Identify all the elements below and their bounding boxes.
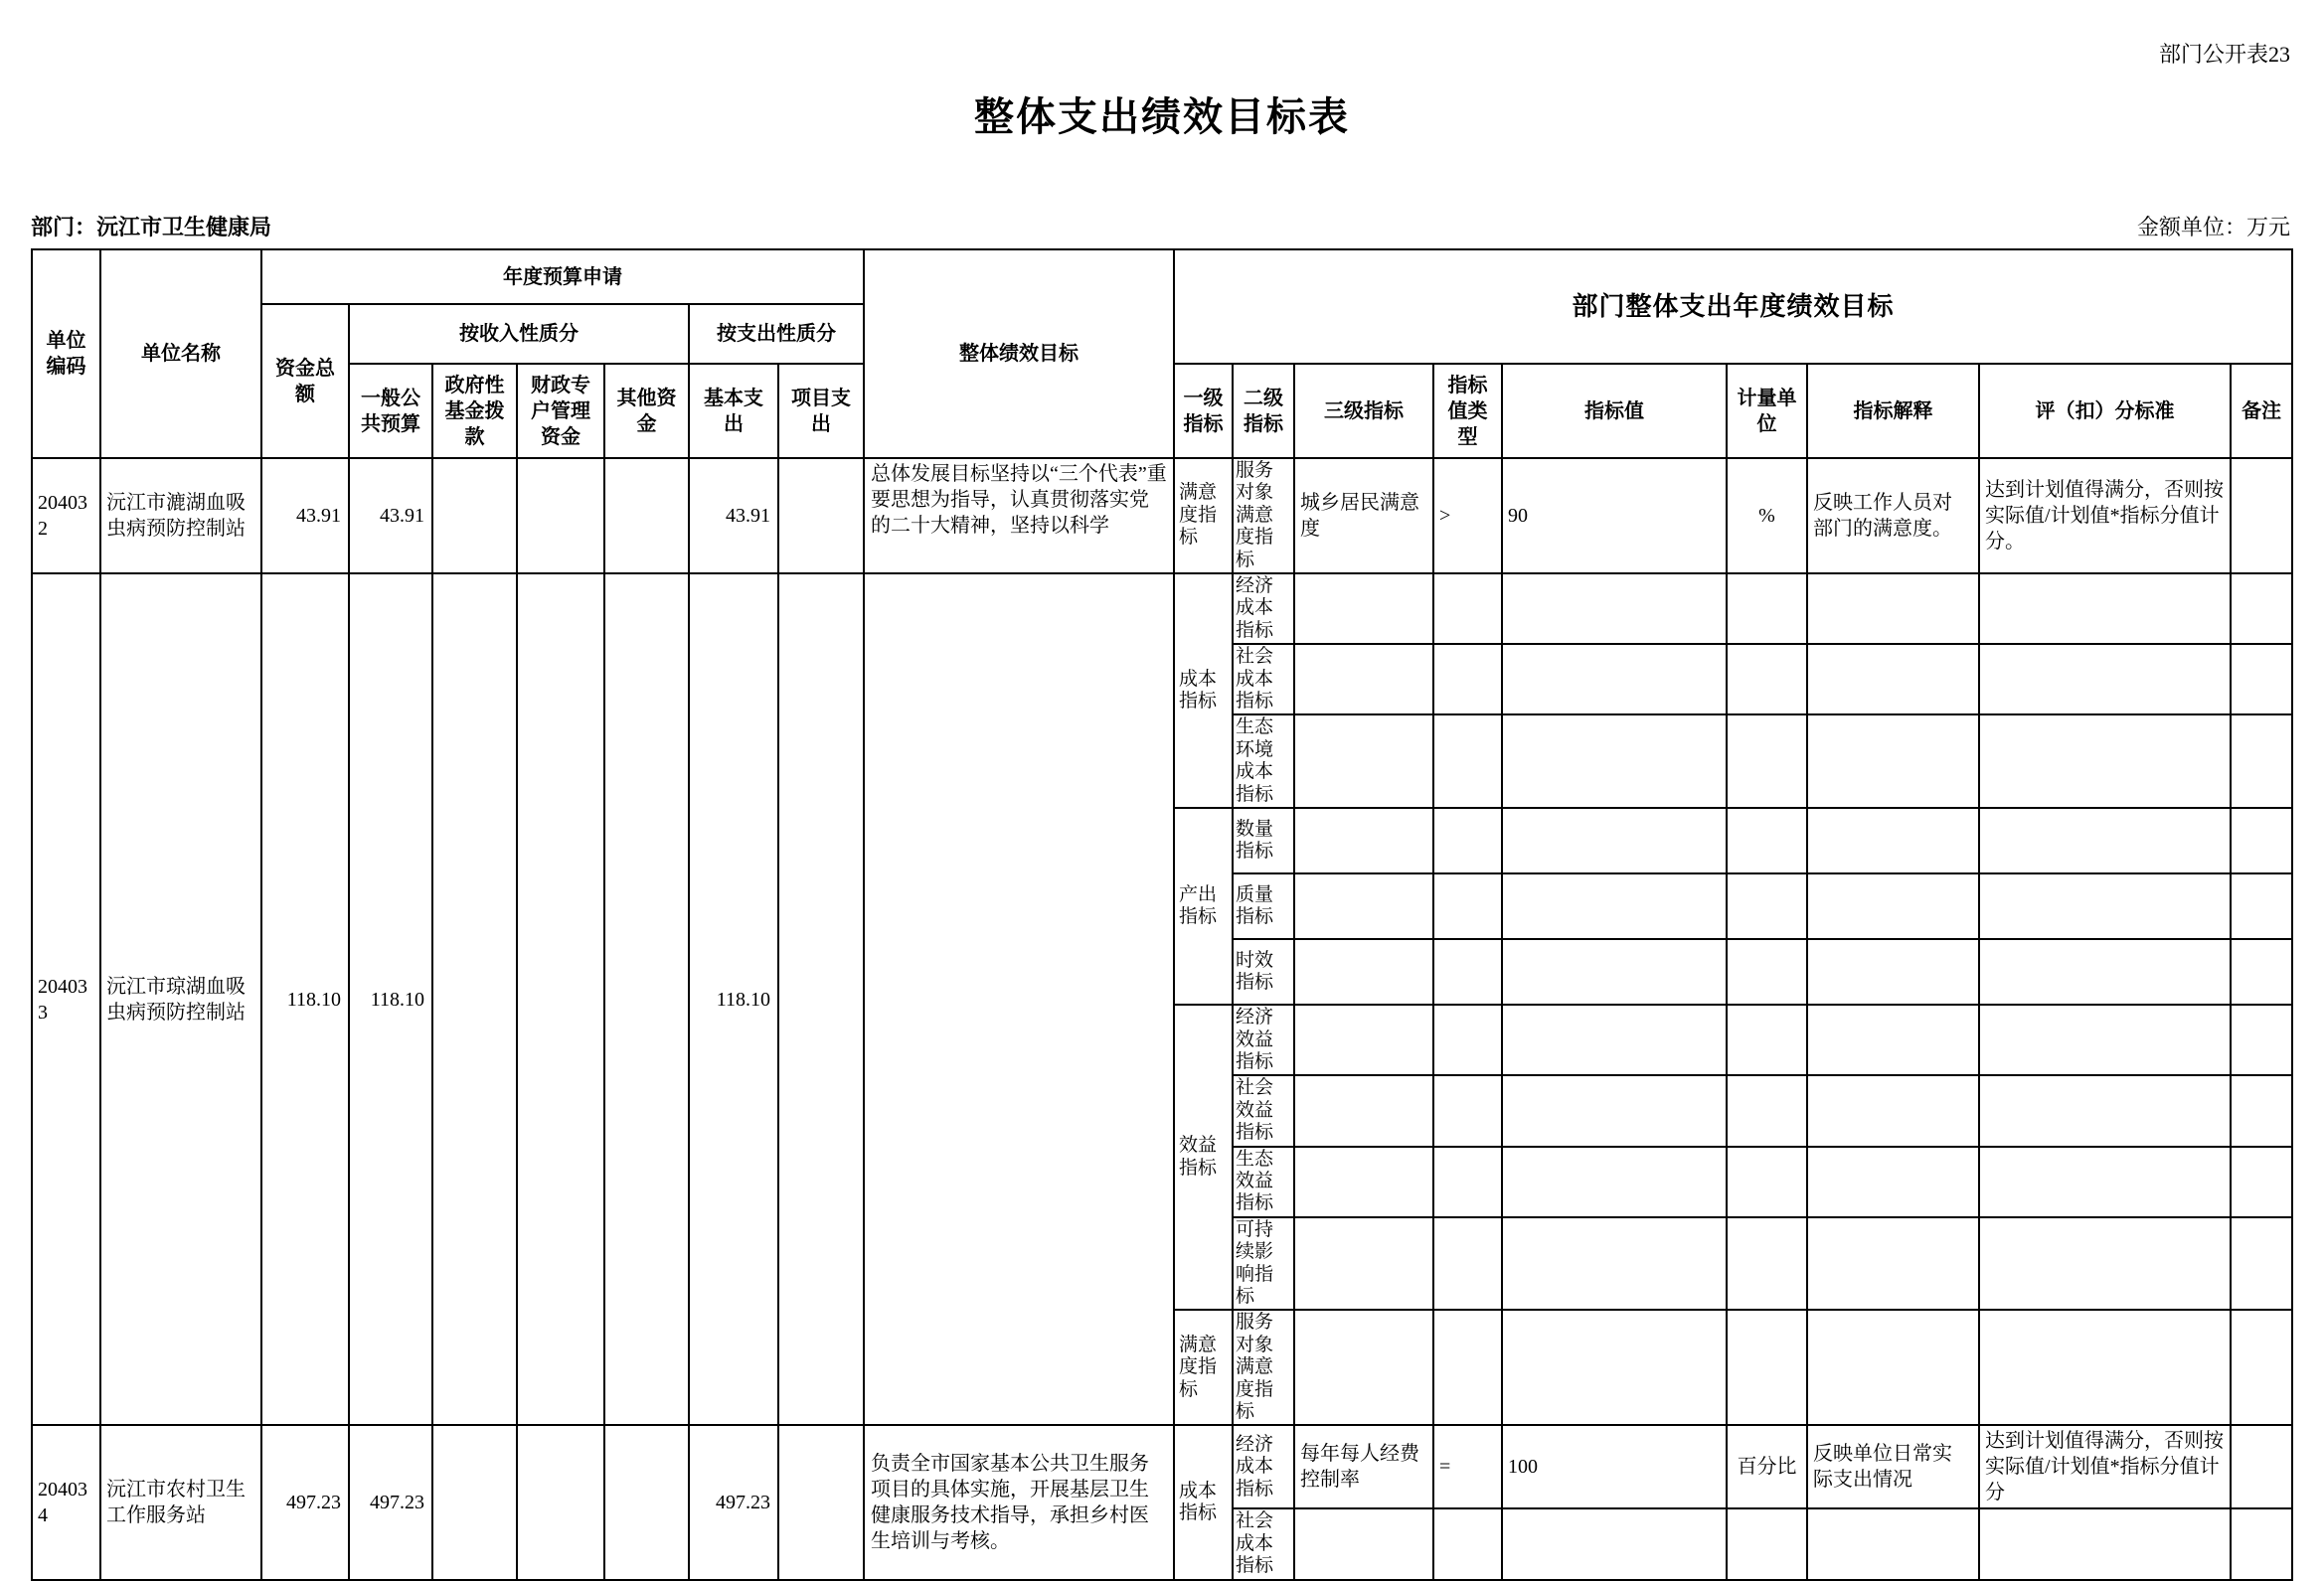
project-expense-header: 项目支出: [778, 364, 864, 458]
level1-cell: 成本指标: [1174, 573, 1233, 808]
level2-cell: 可持续影响指标: [1233, 1217, 1294, 1311]
value-cell: [1502, 1508, 1727, 1579]
level1-cell: 成本指标: [1174, 1425, 1233, 1579]
scoring-cell: [1979, 1310, 2231, 1425]
overall-target-cell: [864, 573, 1174, 1425]
unit-name-cell: 沅江市漉湖血吸虫病预防控制站: [100, 458, 261, 573]
scoring-cell: [1979, 573, 2231, 644]
overall-target-cell: 总体发展目标坚持以“三个代表”重要思想为指导，认真贯彻落实党的二十大精神，坚持以科学: [864, 458, 1174, 573]
scoring-cell: [1979, 1508, 2231, 1579]
explanation-cell: [1807, 1075, 1979, 1146]
note-cell: [2231, 1310, 2292, 1425]
level3-cell: [1294, 939, 1433, 1005]
value-cell: [1502, 1075, 1727, 1146]
overall-target-header: 整体绩效目标: [864, 249, 1174, 458]
scoring-cell: [1979, 1217, 2231, 1311]
value-type-cell: [1433, 573, 1502, 644]
total-funds-cell: 497.23: [261, 1425, 349, 1579]
note-cell: [2231, 1217, 2292, 1311]
total-funds-header: 资金总额: [261, 304, 349, 458]
level3-cell: [1294, 873, 1433, 939]
level3-cell: 每年每人经费控制率: [1294, 1425, 1433, 1508]
other-funds-cell: [604, 1425, 689, 1579]
measure-unit-cell: [1727, 1147, 1807, 1217]
govt-fund-cell: [432, 458, 517, 573]
note-cell: [2231, 1147, 2292, 1217]
fiscal-account-header: 财政专户管理资金: [517, 364, 604, 458]
level2-cell: 质量指标: [1233, 873, 1294, 939]
measure-unit-cell: [1727, 1310, 1807, 1425]
note-header: 备注: [2231, 364, 2292, 458]
explanation-cell: [1807, 1217, 1979, 1311]
value-cell: [1502, 1005, 1727, 1075]
unit-name-cell: 沅江市琼湖血吸虫病预防控制站: [100, 573, 261, 1425]
value-cell: [1502, 644, 1727, 714]
govt-fund-cell: [432, 1425, 517, 1579]
table-row: [32, 573, 2292, 644]
level3-cell: [1294, 1147, 1433, 1217]
value-header: 指标值: [1502, 364, 1727, 458]
department-label: 部门：沅江市卫生健康局: [31, 215, 272, 239]
unit-name-header: 单位名称: [100, 249, 261, 458]
level3-header: 三级指标: [1294, 364, 1433, 458]
note-cell: [2231, 1508, 2292, 1579]
level3-cell: [1294, 644, 1433, 714]
value-type-cell: [1433, 939, 1502, 1005]
explanation-cell: [1807, 573, 1979, 644]
explanation-cell: 反映工作人员对部门的满意度。: [1807, 458, 1979, 573]
level2-cell: 生态效益指标: [1233, 1147, 1294, 1217]
note-cell: [2231, 458, 2292, 573]
measure-unit-cell: [1727, 573, 1807, 644]
value-type-cell: [1433, 714, 1502, 808]
scoring-cell: [1979, 1147, 2231, 1217]
unit-code-header: 单位编码: [32, 249, 100, 458]
level3-cell: [1294, 1005, 1433, 1075]
value-cell: [1502, 1147, 1727, 1217]
performance-table: [31, 248, 2293, 1581]
total-funds-cell: 43.91: [261, 458, 349, 573]
note-cell: [2231, 714, 2292, 808]
explanation-cell: [1807, 939, 1979, 1005]
unit-code-cell: 204034: [32, 1425, 100, 1579]
level2-cell: 时效指标: [1233, 939, 1294, 1005]
value-type-cell: [1433, 1217, 1502, 1311]
fiscal-account-cell: [517, 458, 604, 573]
sheet-label: 部门公开表23: [2158, 42, 2290, 67]
value-type-cell: =: [1433, 1425, 1502, 1508]
level2-cell: 社会效益指标: [1233, 1075, 1294, 1146]
note-cell: [2231, 808, 2292, 873]
dept-annual-target-header: 部门整体支出年度绩效目标: [1174, 249, 2292, 364]
level3-cell: [1294, 573, 1433, 644]
measure-unit-cell: [1727, 1217, 1807, 1311]
value-type-cell: [1433, 873, 1502, 939]
level1-cell: 效益指标: [1174, 1005, 1233, 1310]
header-row: [32, 249, 2292, 304]
measure-unit-cell: [1727, 939, 1807, 1005]
basic-expense-header: 基本支出: [689, 364, 778, 458]
measure-unit-cell: [1727, 1508, 1807, 1579]
value-type-header: 指标值类型: [1433, 364, 1502, 458]
other-funds-header: 其他资金: [604, 364, 689, 458]
explanation-cell: [1807, 714, 1979, 808]
govt-fund-header: 政府性基金拨款: [432, 364, 517, 458]
other-funds-cell: [604, 458, 689, 573]
level1-cell: 满意度指标: [1174, 458, 1233, 573]
level2-cell: 社会成本指标: [1233, 1508, 1294, 1579]
level2-header: 二级指标: [1233, 364, 1294, 458]
basic-expense-cell: 497.23: [689, 1425, 778, 1579]
project-expense-cell: [778, 573, 864, 1425]
value-type-cell: [1433, 1005, 1502, 1075]
value-cell: [1502, 939, 1727, 1005]
fiscal-account-cell: [517, 1425, 604, 1579]
level2-cell: 服务对象满意度指标: [1233, 458, 1294, 573]
total-funds-cell: 118.10: [261, 573, 349, 1425]
project-expense-cell: [778, 458, 864, 573]
value-cell: [1502, 808, 1727, 873]
general-public-budget-cell: 497.23: [349, 1425, 432, 1579]
unit-name-cell: 沅江市农村卫生工作服务站: [100, 1425, 261, 1579]
amount-unit-label: 金额单位：万元: [2136, 215, 2290, 239]
level2-cell: 社会成本指标: [1233, 644, 1294, 714]
value-cell: 90: [1502, 458, 1727, 573]
unit-code-cell: 204033: [32, 573, 100, 1425]
other-funds-cell: [604, 573, 689, 1425]
explanation-cell: 反映单位日常实际支出情况: [1807, 1425, 1979, 1508]
measure-unit-cell: [1727, 1075, 1807, 1146]
general-public-budget-header: 一般公共预算: [349, 364, 432, 458]
measure-unit-header: 计量单位: [1727, 364, 1807, 458]
measure-unit-cell: [1727, 644, 1807, 714]
note-cell: [2231, 939, 2292, 1005]
scoring-cell: [1979, 714, 2231, 808]
level2-cell: 数量指标: [1233, 808, 1294, 873]
fiscal-account-cell: [517, 573, 604, 1425]
note-cell: [2231, 644, 2292, 714]
value-cell: [1502, 1310, 1727, 1425]
level3-cell: [1294, 1217, 1433, 1311]
note-cell: [2231, 1425, 2292, 1508]
table-row: [32, 458, 2292, 573]
level3-cell: [1294, 1508, 1433, 1579]
measure-unit-cell: [1727, 808, 1807, 873]
annual-budget-header: 年度预算申请: [261, 249, 864, 304]
note-cell: [2231, 1075, 2292, 1146]
level3-cell: 城乡居民满意度: [1294, 458, 1433, 573]
value-cell: [1502, 1217, 1727, 1311]
level1-cell: 产出指标: [1174, 808, 1233, 1005]
scoring-cell: [1979, 939, 2231, 1005]
scoring-cell: [1979, 873, 2231, 939]
value-type-cell: [1433, 1147, 1502, 1217]
level1-header: 一级指标: [1174, 364, 1233, 458]
explanation-cell: [1807, 1147, 1979, 1217]
level1-cell: 满意度指标: [1174, 1310, 1233, 1425]
value-type-cell: [1433, 1508, 1502, 1579]
scoring-cell: [1979, 808, 2231, 873]
level2-cell: 经济效益指标: [1233, 1005, 1294, 1075]
scoring-cell: 达到计划值得满分，否则按实际值/计划值*指标分值计分: [1979, 1425, 2231, 1508]
level3-cell: [1294, 1075, 1433, 1146]
measure-unit-cell: %: [1727, 458, 1807, 573]
value-type-cell: [1433, 1075, 1502, 1146]
explanation-cell: [1807, 1005, 1979, 1075]
explanation-cell: [1807, 644, 1979, 714]
overall-target-cell: 负责全市国家基本公共卫生服务项目的具体实施，开展基层卫生健康服务技术指导，承担乡村医生培训与考核。: [864, 1425, 1174, 1579]
explanation-cell: [1807, 808, 1979, 873]
value-type-cell: >: [1433, 458, 1502, 573]
by-income-nature-header: 按收入性质分: [349, 304, 689, 364]
govt-fund-cell: [432, 573, 517, 1425]
general-public-budget-cell: 43.91: [349, 458, 432, 573]
by-expense-nature-header: 按支出性质分: [689, 304, 864, 364]
scoring-header: 评（扣）分标准: [1979, 364, 2231, 458]
explanation-cell: [1807, 873, 1979, 939]
measure-unit-cell: 百分比: [1727, 1425, 1807, 1508]
note-cell: [2231, 873, 2292, 939]
value-cell: [1502, 714, 1727, 808]
basic-expense-cell: 43.91: [689, 458, 778, 573]
level3-cell: [1294, 1310, 1433, 1425]
value-cell: [1502, 873, 1727, 939]
unit-code-cell: 204032: [32, 458, 100, 573]
level2-cell: 经济成本指标: [1233, 1425, 1294, 1508]
meta-row: [31, 211, 2290, 241]
measure-unit-cell: [1727, 1005, 1807, 1075]
scoring-cell: [1979, 1075, 2231, 1146]
general-public-budget-cell: 118.10: [349, 573, 432, 1425]
explanation-cell: [1807, 1508, 1979, 1579]
explanation-cell: [1807, 1310, 1979, 1425]
basic-expense-cell: 118.10: [689, 573, 778, 1425]
scoring-cell: 达到计划值得满分，否则按实际值/计划值*指标分值计分。: [1979, 458, 2231, 573]
explanation-header: 指标解释: [1807, 364, 1979, 458]
measure-unit-cell: [1727, 873, 1807, 939]
page-title: 整体支出绩效目标表: [974, 94, 1350, 139]
scoring-cell: [1979, 1005, 2231, 1075]
value-cell: 100: [1502, 1425, 1727, 1508]
level3-cell: [1294, 714, 1433, 808]
value-cell: [1502, 573, 1727, 644]
value-type-cell: [1433, 808, 1502, 873]
value-type-cell: [1433, 644, 1502, 714]
note-cell: [2231, 573, 2292, 644]
level3-cell: [1294, 808, 1433, 873]
level2-cell: 服务对象满意度指标: [1233, 1310, 1294, 1425]
measure-unit-cell: [1727, 714, 1807, 808]
level2-cell: 经济成本指标: [1233, 573, 1294, 644]
scoring-cell: [1979, 644, 2231, 714]
level2-cell: 生态环境成本指标: [1233, 714, 1294, 808]
note-cell: [2231, 1005, 2292, 1075]
table-row: [32, 1425, 2292, 1508]
project-expense-cell: [778, 1425, 864, 1579]
value-type-cell: [1433, 1310, 1502, 1425]
